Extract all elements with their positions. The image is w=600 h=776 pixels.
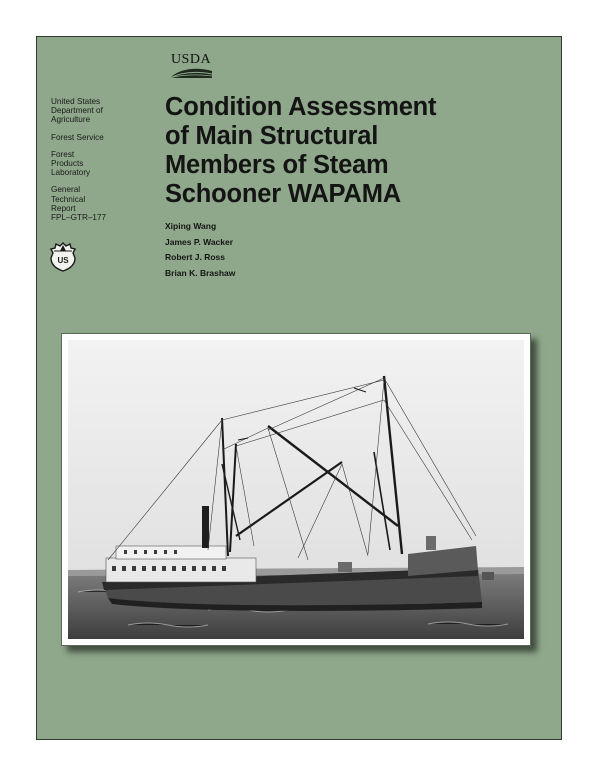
title-line: Schooner WAPAMA [165, 180, 401, 208]
sidebar-line: Forest [51, 149, 75, 159]
author-name: Xiping Wang [165, 221, 217, 231]
shield-emblem-text: US [57, 256, 69, 265]
sidebar-report-number [51, 185, 123, 222]
author-name: Brian K. Brashaw [165, 267, 236, 278]
report-title [165, 93, 555, 209]
sidebar-agency-info [51, 97, 123, 230]
sidebar-line: Products [51, 159, 84, 169]
usda-logo-text: USDA [170, 52, 212, 67]
sidebar-line: Agriculture [51, 115, 91, 125]
author-name: James P. Wacker [165, 236, 234, 247]
sidebar-line: FPL–GTR–177 [51, 213, 107, 223]
title-line: Members of Steam [165, 151, 389, 179]
sidebar-service [51, 133, 123, 142]
forest-service-shield-icon [50, 242, 76, 272]
sidebar-department [51, 97, 123, 125]
sidebar-line: Technical [51, 194, 86, 204]
author-name: Robert J. Ross [165, 252, 225, 262]
sidebar-line: Laboratory [51, 168, 91, 178]
steam-schooner-photo [68, 340, 524, 639]
usda-logo-swoosh-icon [168, 66, 214, 79]
author-list [165, 219, 365, 281]
sidebar-line: Report [51, 203, 76, 213]
usda-logo [168, 53, 214, 79]
sidebar-line: General [51, 185, 81, 195]
cover-photo-frame [61, 333, 531, 646]
sidebar-line: Forest Service [51, 132, 104, 142]
steam-schooner-illustration [68, 340, 524, 639]
title-line: Condition Assessment [165, 93, 437, 121]
report-cover [36, 36, 562, 740]
sidebar-line: Department of [51, 106, 103, 116]
sidebar-laboratory [51, 150, 123, 178]
title-line: of Main Structural [165, 122, 379, 150]
sidebar-line: United States [51, 97, 101, 106]
